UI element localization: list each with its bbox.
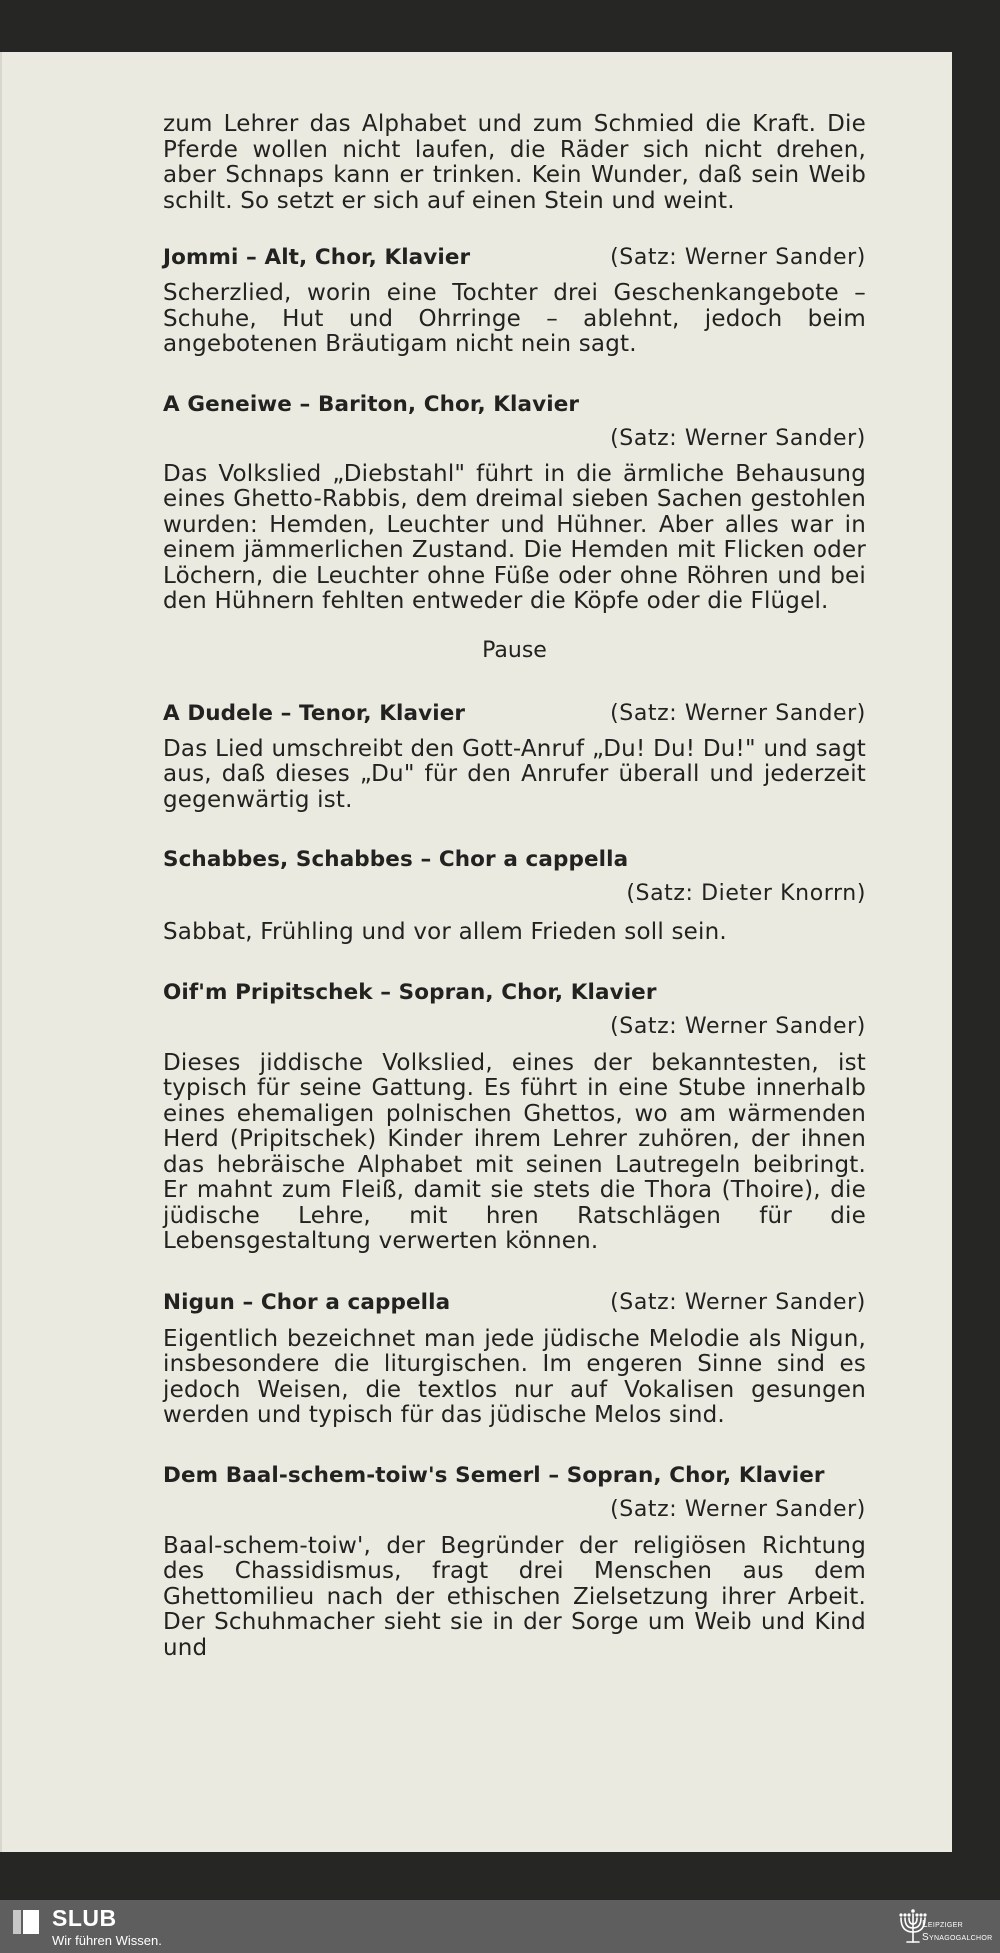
song-title: A Dudele – Tenor, Klavier [163,700,466,726]
song-description: Scherzlied, worin eine Tochter drei Geschenkangebote – Schuhe, Hut und Ohrringe – ablehnt, jedoch beim angebotenen Bräutigam nicht nein sagt. [163,280,866,357]
song-description: Sabbat, Frühling und vor allem Frieden soll sein. [163,919,727,945]
song-nigun-header [163,1288,866,1318]
song-title: Nigun – Chor a cappella [163,1289,451,1315]
partner-name [922,1918,992,1944]
song-title: A Geneiwe – Bariton, Chor, Klavier [163,391,580,417]
song-satz: (Satz: Werner Sander) [610,1013,866,1039]
viewer-footer [0,1900,1000,1953]
song-description: Das Volkslied „Diebstahl" führt in die ärmliche Behausung eines Ghetto-Rabbis, dem dreimal sieben Sachen gestohlen wurden: Hemden, Leuchter und Hühner. Aber alles war in einem jämmerlichen Zustand. Die Hemden mit Flicken oder Löchern, die Leuchter ohne Füße oder ohne Röhren und bei den Hühnern fehlten entweder die Köpfe oder die Flügel. [163,460,866,614]
partner-name-line1: Leipziger [922,1919,963,1930]
song-satz: (Satz: Werner Sander) [610,1496,866,1522]
song-satz: (Satz: Werner Sander) [610,425,866,451]
song-description: Das Lied umschreibt den Gott-Anruf „Du! Du! Du!" und sagt aus, daß dieses „Du" für den Anrufer überall und jederzeit gegenwärtig ist. [163,735,866,813]
page-content [163,112,866,1661]
footer-tagline: Wir führen Wissen. [52,1933,162,1948]
partner-name-line2: Synagogalchor [922,1932,993,1943]
book-icon [12,1909,40,1935]
intro-paragraph: zum Lehrer das Alphabet und zum Schmied die Kraft. Die Pferde wollen nicht laufen, die Räder sich nicht drehen, aber Schnaps kann er trinken. Kein Wunder, daß sein Weib schilt. So setzt er sich auf einen Stein und weint. [163,111,866,214]
song-title: Dem Baal-schem-toiw's Semerl – Sopran, Chor, Klavier [163,1462,825,1488]
footer-brand[interactable]: SLUB [52,1905,117,1931]
song-description: Baal-schem-toiw', der Begründer der religiösen Richtung des Chassidismus, fragt drei Menschen aus dem Ghettomilieu nach der ethischen Zielsetzung ihrer Arbeit. Der Schuhmacher sieht sie in der Sorge um Weib und Kind und [163,1532,866,1661]
song-description: Eigentlich bezeichnet man jede jüdische Melodie als Nigun, insbesondere die liturgischen. Im engeren Sinne sind es jedoch Weisen, die textlos nur auf Vokalisen gesungen werden und typisch für das jüdische Melos sind. [163,1325,866,1428]
document-page [0,52,952,1852]
song-satz: (Satz: Dieter Knorrn) [626,881,866,906]
song-satz: (Satz: Werner Sander) [610,700,866,726]
song-dudele-header [163,699,866,729]
song-description: Dieses jiddische Volkslied, eines der bekanntesten, ist typisch für seine Gattung. Es führt in eine Stube innerhalb eines ehemaligen polnischen Ghettos, wo am wärmenden Herd (Pripitschek) Kinder ihrem Lehrer zuhören, der ihnen das hebräische Alphabet mit seinen Lautregeln beibringt. Er mahnt zum Fleiß, damit sie stets die Thora (Thoire), die jüdische Lehre, mit hren Ratschlägen für die Lebensgestaltung verwerten können. [163,1049,866,1254]
song-title: Oif'm Pripitschek – Sopran, Chor, Klavier [163,979,657,1005]
pause-label: Pause [482,637,547,663]
song-satz: (Satz: Werner Sander) [610,1289,866,1315]
song-title: Schabbes, Schabbes – Chor a cappella [163,847,629,872]
song-title: Jommi – Alt, Chor, Klavier [163,245,471,270]
song-jommi-header [163,243,866,273]
song-satz: (Satz: Werner Sander) [610,245,866,270]
